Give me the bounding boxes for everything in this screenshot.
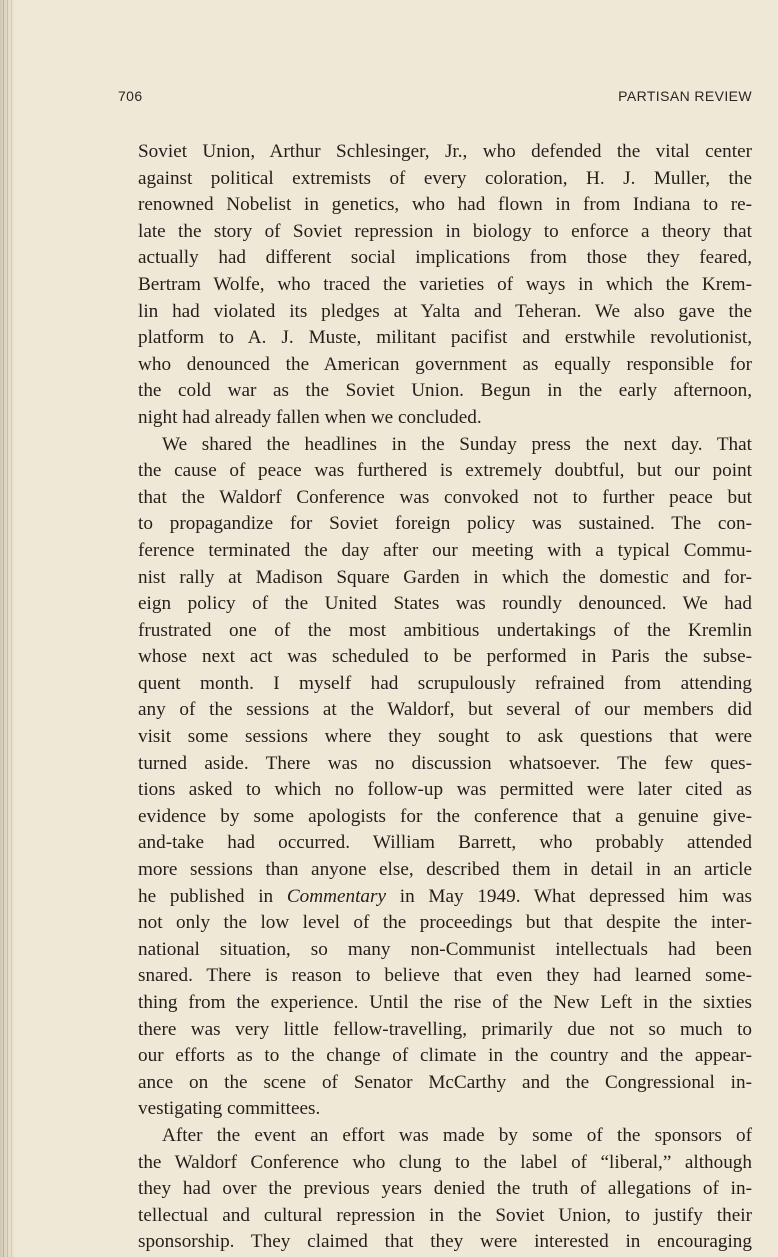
text-line: ference terminated the day after our meeting with a typical Commu- — [138, 539, 752, 561]
binding-line — [11, 0, 12, 1257]
text-line: ance on the scene of Senator McCarthy and the Congressional in- — [138, 1071, 752, 1093]
text-line: Bertram Wolfe, who traced the varieties of ways in which the Krem- — [138, 273, 752, 295]
page-number: 706 — [118, 88, 143, 104]
text-line-with-italic — [138, 884, 752, 911]
text-line: the cold war as the Soviet Union. Begun in the early afternoon, — [138, 380, 752, 402]
line-segment: he published in — [138, 885, 287, 907]
text-line: not only the low level of the proceedings but that despite the inter- — [138, 912, 752, 934]
text-line: tions asked to which no follow-up was permitted were later cited as — [138, 779, 752, 801]
text-line: tellectual and cultural repression in the Soviet Union, to justify their — [138, 1204, 752, 1226]
text-line: turned aside. There was no discussion whatsoever. The few ques- — [138, 752, 752, 774]
body-text — [138, 139, 752, 1256]
text-line: snared. There is reason to believe that even they had learned some- — [138, 965, 752, 987]
text-line: frustrated one of the most ambitious undertakings of the Kremlin — [138, 619, 752, 641]
text-line: Soviet Union, Arthur Schlesinger, Jr., who defended the vital center — [138, 141, 752, 162]
text-line: our efforts as to the change of climate in the country and the appear- — [138, 1045, 752, 1067]
text-line: whose next act was scheduled to be performed in Paris the subse- — [138, 646, 752, 668]
text-line: night had already fallen when we concluded. — [138, 406, 482, 428]
paragraph-start-line: We shared the headlines in the Sunday press the next day. That — [162, 433, 752, 455]
text-line: actually had different social implications from those they feared, — [138, 247, 752, 269]
line-segment: in May 1949. What depressed him was — [386, 885, 752, 907]
text-line: evidence by some apologists for the conference that a genuine give- — [138, 805, 752, 827]
paragraph-start-line: After the event an effort was made by some of the sponsors of — [162, 1124, 752, 1146]
text-line: more sessions than anyone else, described them in detail in an article — [138, 859, 752, 881]
text-line: platform to A. J. Muste, militant pacifist and erstwhile revolutionist, — [138, 327, 752, 349]
text-line: sponsorship. They claimed that they were interested in encouraging — [138, 1231, 752, 1253]
text-line: and-take had occurred. William Barrett, who probably attended — [138, 832, 752, 854]
text-line: against political extremists of every coloration, H. J. Muller, the — [138, 167, 752, 189]
binding-line — [7, 0, 8, 1257]
running-title: PARTISAN REVIEW — [618, 88, 752, 104]
text-line: who denounced the American government as equally responsible for — [138, 353, 752, 375]
text-line: the cause of peace was furthered is extremely doubtful, but our point — [138, 460, 752, 482]
text-line: late the story of Soviet repression in biology to enforce a theory that — [138, 220, 752, 242]
text-line: lin had violated its pledges at Yalta and Teheran. We also gave the — [138, 300, 752, 322]
journal-title: Commentary — [286, 885, 386, 907]
running-header — [118, 88, 752, 108]
text-line: thing from the experience. Until the rise of the New Left in the sixties — [138, 992, 752, 1013]
text-line: they had over the previous years denied the truth of allegations of in- — [138, 1178, 752, 1200]
text-line: nist rally at Madison Square Garden in which the domestic and for- — [138, 566, 752, 588]
text-line: eign policy of the United States was roundly denounced. We had — [138, 593, 752, 615]
text-line: quent month. I myself had scrupulously refrained from attending — [138, 672, 752, 694]
binding-line — [3, 0, 4, 1257]
text-line: the Waldorf Conference who clung to the label of “liberal,” although — [138, 1151, 752, 1173]
text-line: visit some sessions where they sought to ask questions that were — [138, 726, 752, 748]
text-line: any of the sessions at the Waldorf, but several of our members did — [138, 699, 752, 721]
text-line: renowned Nobelist in genetics, who had flown in from Indiana to re- — [138, 194, 752, 216]
text-line: that the Waldorf Conference was convoked not to further peace but — [138, 486, 752, 508]
text-line: vestigating committees. — [138, 1098, 321, 1120]
text-line: there was very little fellow-travelling, primarily due not so much to — [138, 1018, 752, 1040]
text-line: to propagandize for Soviet foreign policy was sustained. The con- — [138, 513, 752, 535]
text-line: national situation, so many non-Communist intellectuals had been — [138, 938, 752, 960]
